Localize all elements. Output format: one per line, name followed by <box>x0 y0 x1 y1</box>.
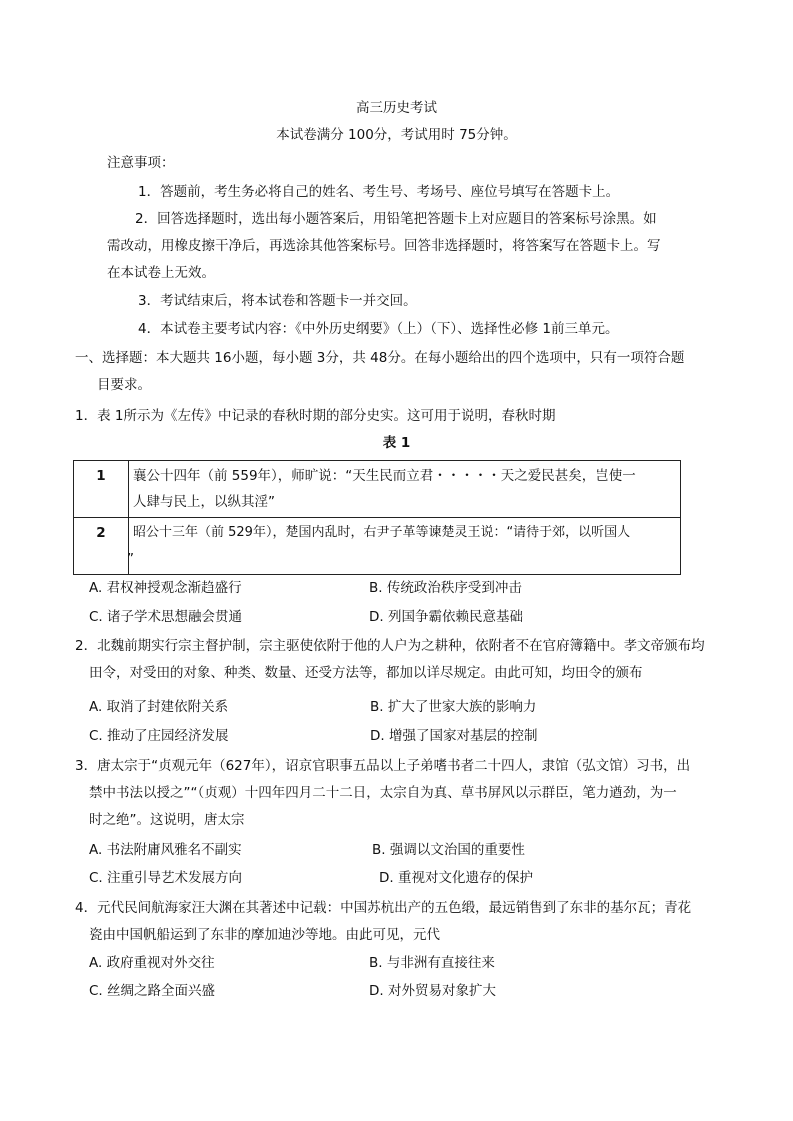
q4-option-d: D. 对外贸易对象扩大 <box>369 983 496 999</box>
q1-option-b: B. 传统政治秩序受到冲击 <box>369 580 522 596</box>
row-line: ” <box>127 551 134 567</box>
q3-option-b: B. 强调以文治国的重要性 <box>372 842 525 858</box>
q1-stem: 1．表 1所示为《左传》中记录的春秋时期的部分史实。这可用于说明，春秋时期 <box>75 408 556 424</box>
q3-stem-line-3: 时之绝”。这说明，唐太宗 <box>89 812 245 828</box>
notes-heading: 注意事项： <box>107 155 175 171</box>
q2-option-b: B. 扩大了世家大族的影响力 <box>370 699 537 715</box>
q4-option-c: C. 丝绸之路全面兴盛 <box>89 983 216 999</box>
row-number: 2 <box>74 518 129 575</box>
note-4: 4．本试卷主要考试内容：《中外历史纲要》（上）（下）、选择性必修 1前三单元。 <box>138 321 619 337</box>
exam-subtitle: 本试卷满分 100分，考试用时 75分钟。 <box>276 127 517 143</box>
q3-option-d: D. 重视对文化遗存的保护 <box>379 870 533 886</box>
note-3: 3．考试结束后，将本试卷和答题卡一并交回。 <box>138 293 417 309</box>
note-2-line-2: 需改动，用橡皮擦干净后，再选涂其他答案标号。回答非选择题时，将答案写在答题卡上。写 <box>107 238 661 254</box>
table-row <box>74 518 681 575</box>
note-2-line-1: 2．回答选择题时，选出每小题答案后，用铅笔把答题卡上对应题目的答案标号涂黑。如 <box>135 211 657 227</box>
q3-option-c: C. 注重引导艺术发展方向 <box>89 870 243 886</box>
q3-stem-line-2: 禁中书法以授之”“（贞观）十四年四月二十二日，太宗自为真、草书屏风以示群臣，笔力遒劲，为一 <box>89 785 677 801</box>
q3-option-a: A. 书法附庸风雅名不副实 <box>89 842 242 858</box>
exam-title: 高三历史考试 <box>356 100 437 116</box>
q2-option-c: C. 推动了庄园经济发展 <box>89 728 229 744</box>
row-line: 襄公十四年（前 559年），师旷说：“天生民而立君・・・・・天之爱民甚矣，岂使一 <box>133 468 636 484</box>
row-line: 人肆与民上，以纵其淫” <box>133 494 275 510</box>
q4-option-a: A. 政府重视对外交往 <box>89 955 215 971</box>
q2-option-d: D. 增强了国家对基层的控制 <box>370 728 538 744</box>
row-content <box>129 461 681 518</box>
history-table <box>73 460 681 575</box>
q1-option-a: A. 君权神授观念渐趋盛行 <box>89 580 242 596</box>
q2-stem-line-1: 2．北魏前期实行宗主督护制，宗主驱使依附于他的人户为之耕种，依附者不在官府簿籍中。孝文帝颁布均 <box>75 638 705 654</box>
row-number: 1 <box>74 461 129 518</box>
q4-option-b: B. 与非洲有直接往来 <box>369 955 495 971</box>
q3-stem-line-1: 3．唐太宗于“贞观元年（627年），诏京官职事五品以上子弟嗜书者二十四人，隶馆（弘文馆）习书，出 <box>75 758 691 774</box>
note-2-line-3: 在本试卷上无效。 <box>107 265 215 281</box>
row-line: 昭公十三年（前 529年），楚国内乱时，右尹子革等谏楚灵王说：“请待于郊，以听国人 <box>133 525 631 540</box>
table-row <box>74 461 681 518</box>
q2-option-a: A. 取消了封建依附关系 <box>89 699 229 715</box>
section-heading-line-1: 一、选择题：本大题共 16小题，每小题 3分，共 48分。在每小题给出的四个选项中，只有一项符合题 <box>75 350 685 366</box>
note-1: 1．答题前，考生务必将自己的姓名、考生号、考场号、座位号填写在答题卡上。 <box>138 184 620 200</box>
section-heading-line-2: 目要求。 <box>97 377 151 393</box>
q1-option-c: C. 诸子学术思想融会贯通 <box>89 609 243 625</box>
table-caption: 表 1 <box>382 435 411 451</box>
q2-stem-line-2: 田令，对受田的对象、种类、数量、还受方法等，都加以详尽规定。由此可知，均田令的颁布 <box>89 665 643 681</box>
q1-option-d: D. 列国争霸依赖民意基础 <box>369 609 523 625</box>
q4-stem-line-1: 4．元代民间航海家汪大渊在其著述中记载：中国苏杭出产的五色缎，最远销售到了东非的基尔瓦；青花 <box>75 900 692 916</box>
q4-stem-line-2: 瓷由中国帆船运到了东非的摩加迪沙等地。由此可见，元代 <box>89 927 440 943</box>
row-content <box>129 518 681 575</box>
